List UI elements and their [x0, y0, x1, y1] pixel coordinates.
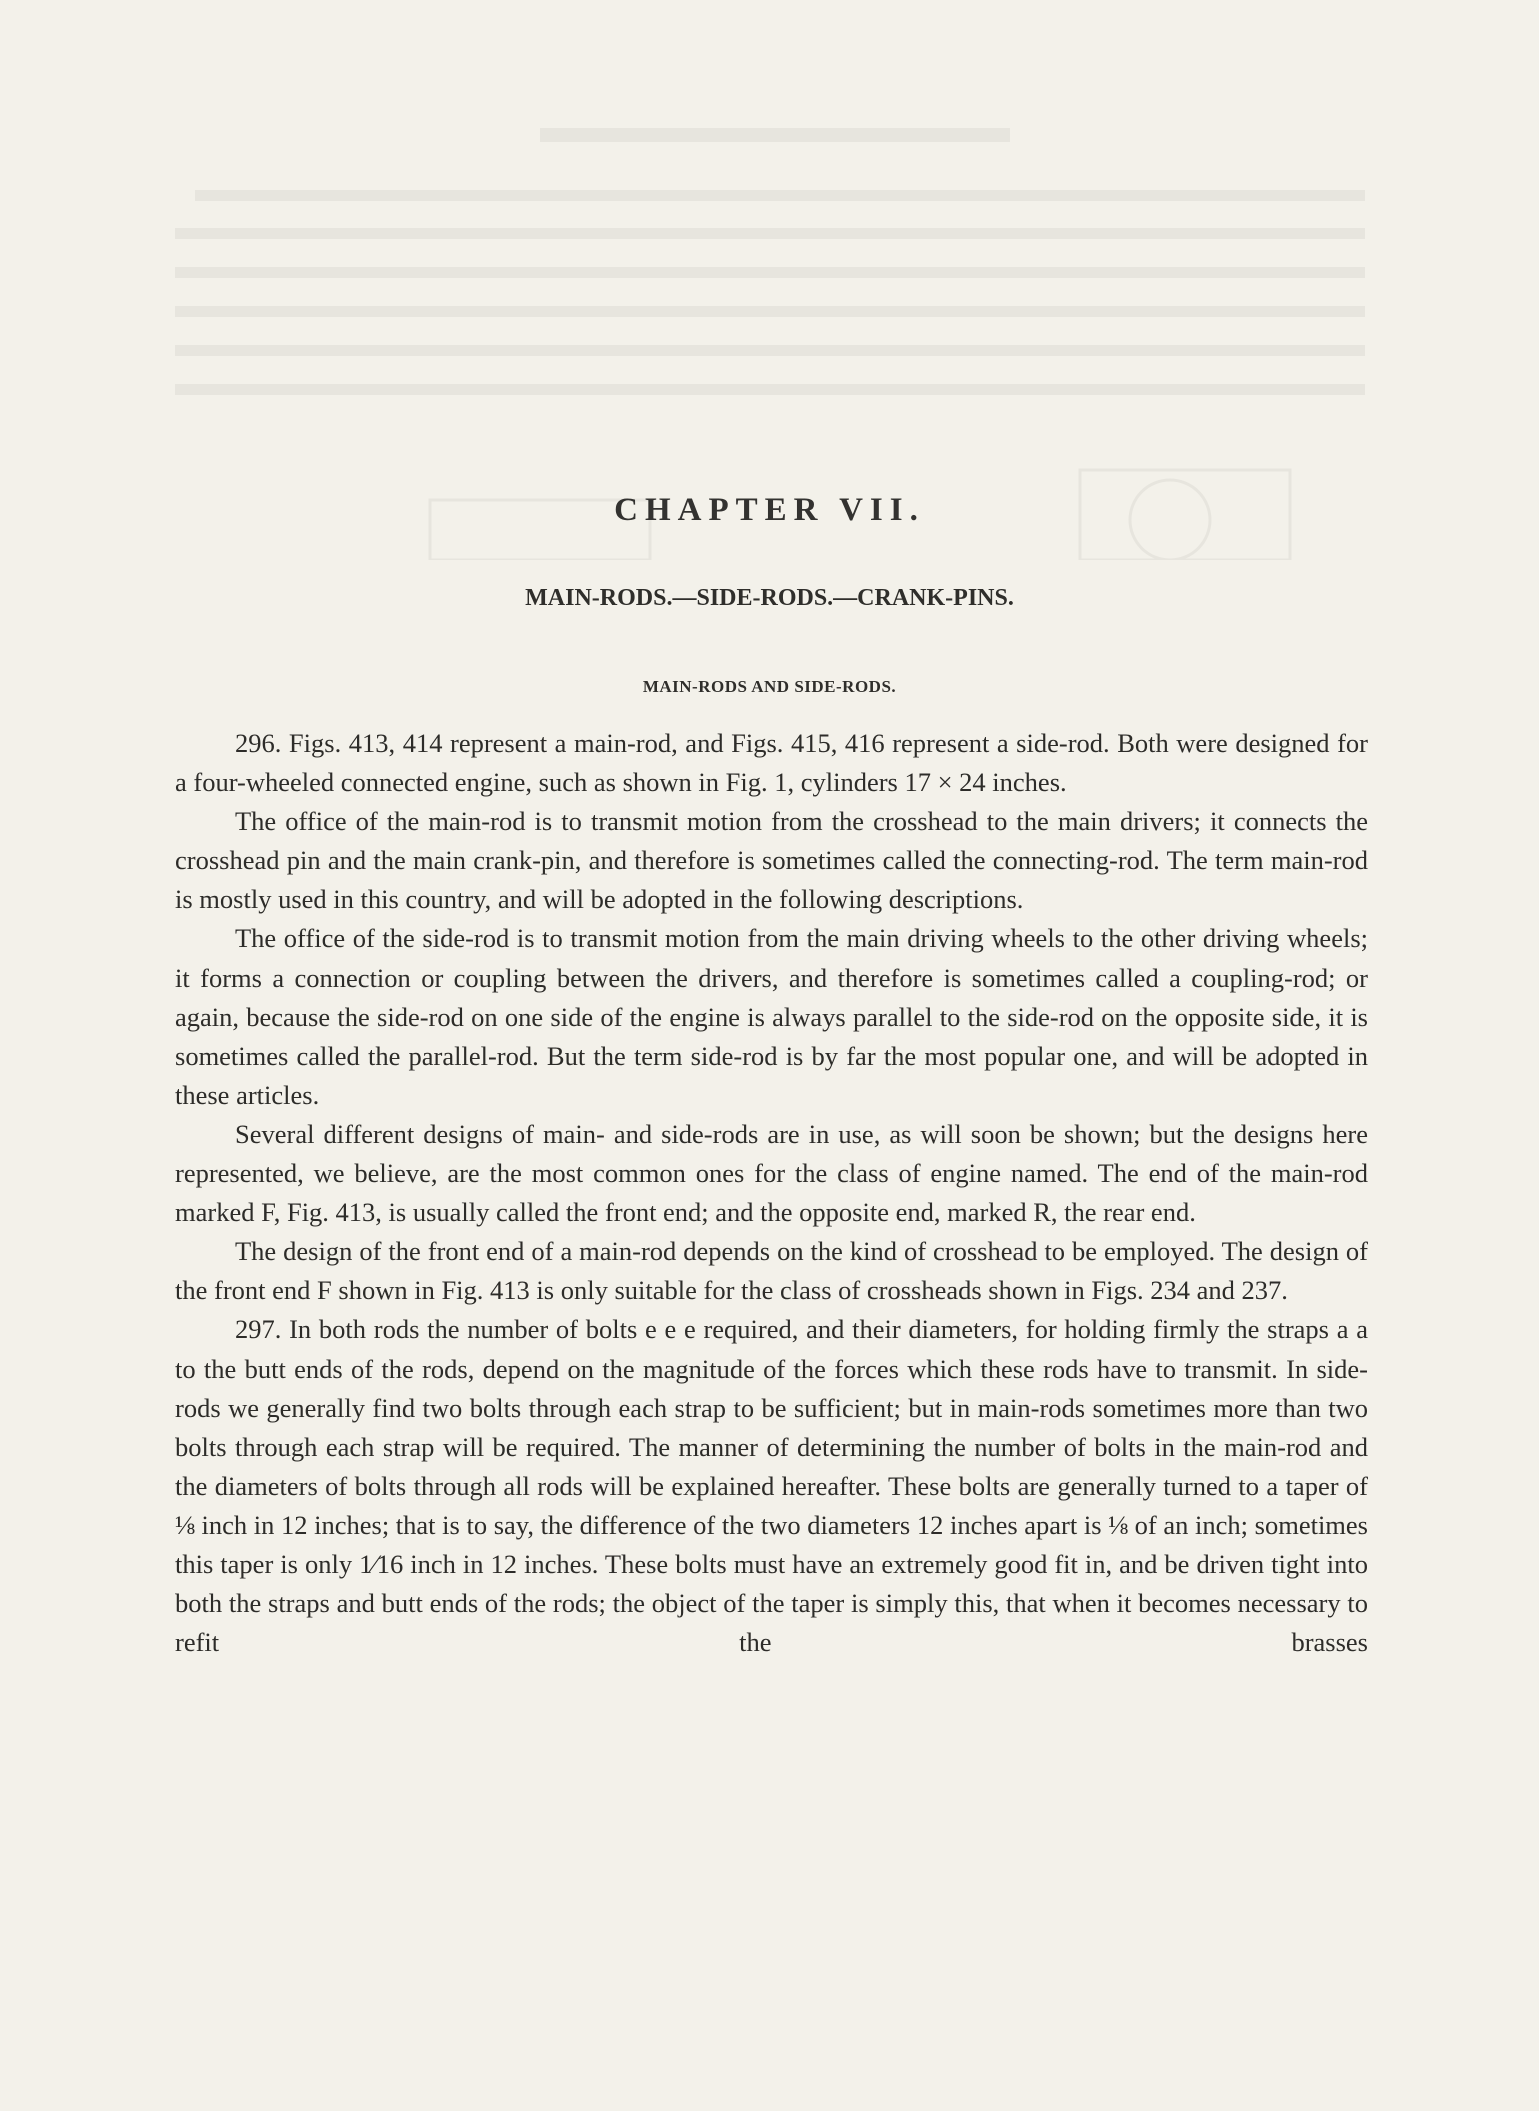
show-through-bleed — [0, 0, 1539, 560]
section-heading: MAIN-RODS AND SIDE-RODS. — [642, 677, 897, 696]
paragraph: Several different designs of main- and side-rods are in use, as will soon be shown; but the designs here represented, we believe, are the most common ones for the class of engine named. The end of the main-rod marked F, Fig. 413, is usually called the front end; and the opposite end, marked R, the rear end. — [175, 1118, 1368, 1228]
paragraph: The office of the main-rod is to transmit motion from the crosshead to the main drivers; it connects the crosshead pin and the main crank-pin, and therefore is sometimes called the connecting-rod. The term main-rod is mostly used in this country, and will be adopted in the following descriptions. — [175, 806, 1368, 915]
paragraph: 297. In both rods the number of bolts e e e required, and their diameters, for holding firmly the straps a a to the butt ends of the rods, depend on the magnitude of the forces which these rods have to transmit. In side-rods we generally find two bolts through each strap to be sufficient; but in main-rods sometimes more than two bolts through each strap will be required. The manner of determining the number of bolts in the main-rod and the diameters of bolts through all rods will be explained hereafter. These bolts are generally turned to a taper of ⅛ inch in 12 inches; that is to say, the difference of the two diameters 12 inches apart is ⅛ of an inch; sometimes this taper is only 1⁄16 inch in 12 inches. These bolts must have an extremely good fit in, and be driven tight into both the straps and butt ends of the rods; the object of the taper is simply this, that when it becomes necessary to refit the brasses — [175, 1314, 1368, 1658]
chapter-subtitle: MAIN-RODS.—SIDE-RODS.—CRANK-PINS. — [525, 585, 1014, 611]
body-text — [175, 724, 1368, 1662]
paragraph: The office of the side-rod is to transmit motion from the main driving wheels to the other driving wheels; it forms a connection or coupling between the drivers, and therefore is sometimes called a coupling-rod; or again, because the side-rod on one side of the engine is always parallel to the side-rod on the opposite side, it is sometimes called the parallel-rod. But the term side-rod is by far the most popular one, and will be adopted in these articles. — [175, 923, 1368, 1110]
paragraph: The design of the front end of a main-rod depends on the kind of crosshead to be employed. The design of the front end F shown in Fig. 413 is only suitable for the class of crossheads shown in Figs. 234 and 237. — [175, 1236, 1368, 1306]
paragraph: 296. Figs. 413, 414 represent a main-rod, and Figs. 415, 416 represent a side-rod. Both were designed for a four-wheeled connected engine, such as shown in Fig. 1, cylinders 17 × 24 inches. — [175, 728, 1368, 798]
chapter-title: CHAPTER VII. — [614, 492, 925, 528]
